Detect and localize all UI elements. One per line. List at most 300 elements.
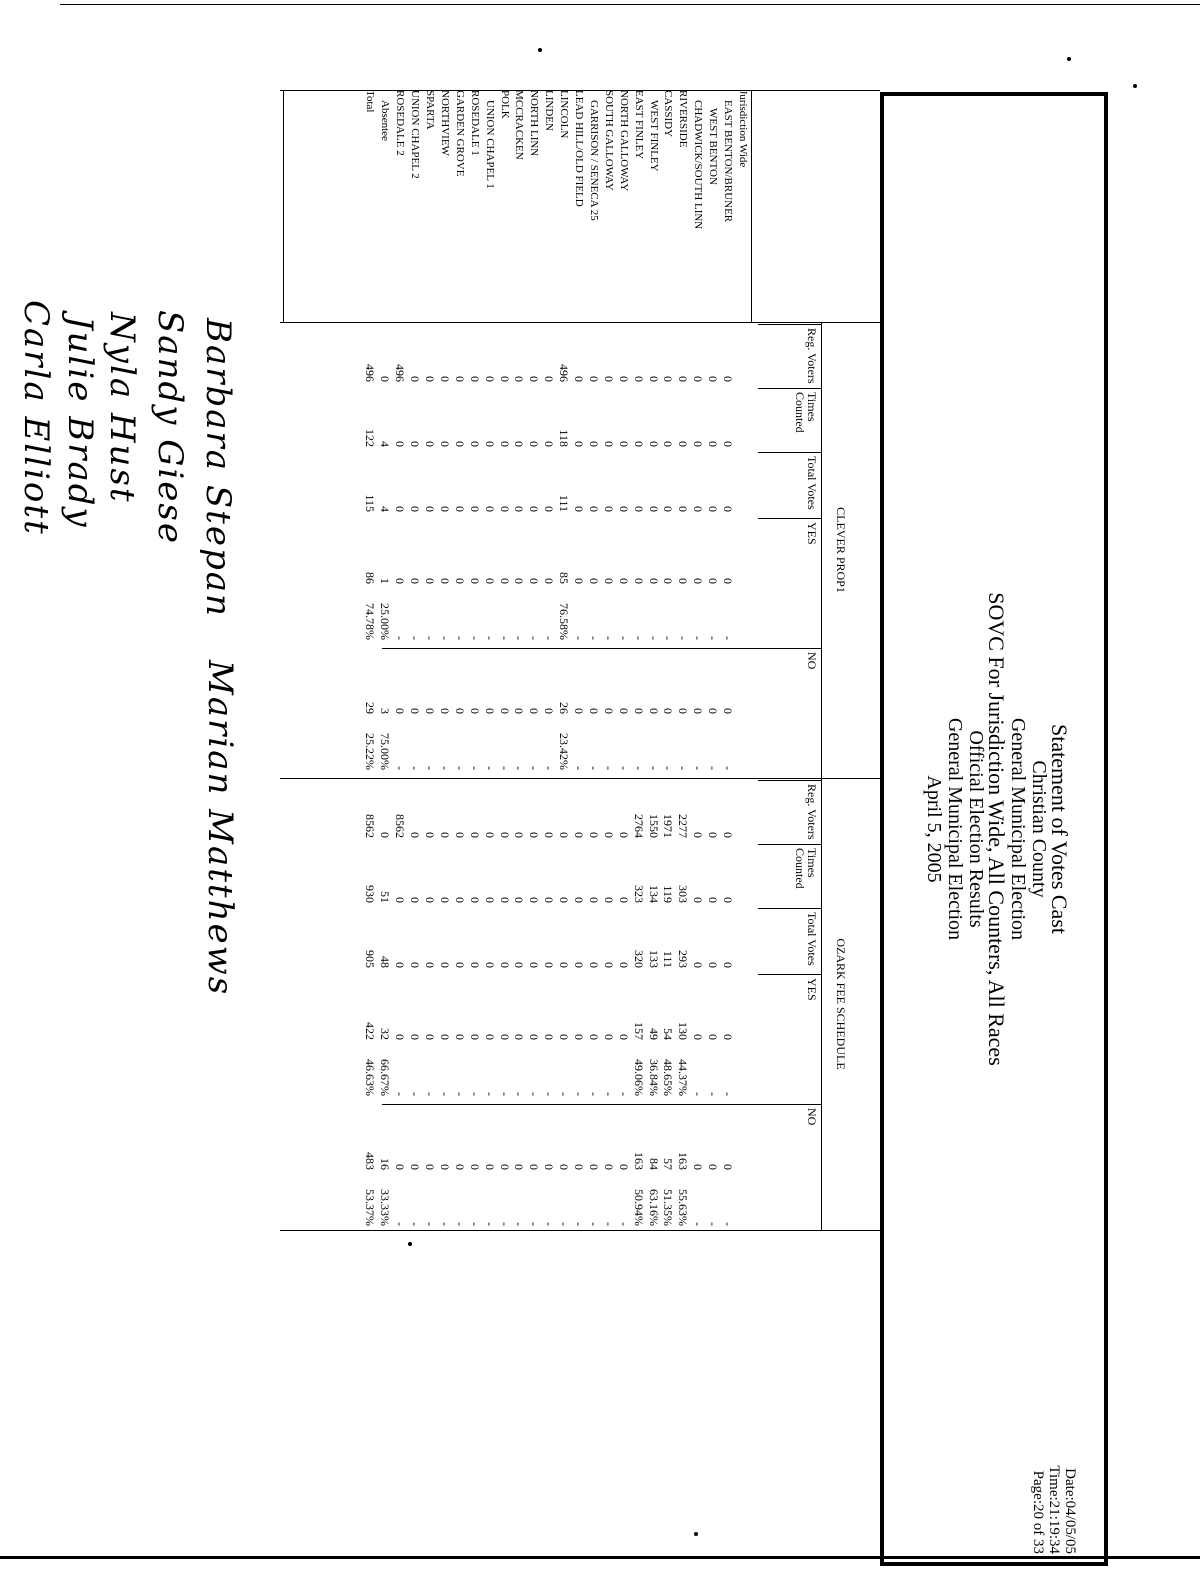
count-cell: 0 <box>616 441 631 447</box>
count-cell: 0 <box>482 897 497 903</box>
count-cell: 0 <box>467 578 482 584</box>
percent-cell: - <box>393 1092 408 1096</box>
count-cell: 0 <box>482 962 497 968</box>
column-header-divider <box>758 844 822 845</box>
count-cell: 0 <box>691 506 706 512</box>
jurisdiction-name: CASSIDY <box>662 90 675 138</box>
count-cell: 483 <box>363 1152 378 1170</box>
count-cell: 0 <box>542 1164 557 1170</box>
column-header-yes: YES <box>805 978 819 1001</box>
count-cell: 0 <box>661 376 676 382</box>
count-cell: 0 <box>646 708 661 714</box>
count-cell: 0 <box>393 897 408 903</box>
count-cell: 8562 <box>363 814 378 838</box>
count-cell: 0 <box>706 506 721 512</box>
count-cell: 0 <box>527 832 542 838</box>
percent-cell: - <box>587 1092 601 1096</box>
count-cell: 0 <box>587 441 601 447</box>
count-cell: 0 <box>497 962 512 968</box>
count-cell: 0 <box>423 441 438 447</box>
percent-cell: - <box>452 766 467 770</box>
count-cell: 0 <box>527 897 542 903</box>
percent-cell: - <box>691 766 706 770</box>
count-cell: 163 <box>631 1152 646 1170</box>
count-cell: 133 <box>646 950 661 968</box>
percent-cell: 48.65% <box>661 1059 676 1096</box>
count-cell: 0 <box>452 962 467 968</box>
count-cell: 496 <box>557 364 572 382</box>
handwritten-signature: Nyla Hust <box>102 312 142 504</box>
count-cell: 0 <box>572 578 587 584</box>
jurisdiction-name: EAST BENTON/BRUNER <box>722 100 735 223</box>
column-header-divider <box>758 908 822 909</box>
count-cell: 0 <box>616 1164 631 1170</box>
count-cell: 0 <box>482 506 497 512</box>
count-cell: 0 <box>721 962 736 968</box>
count-cell: 1550 <box>646 814 661 838</box>
count-cell: 0 <box>587 1034 601 1040</box>
percent-cell: - <box>706 1222 721 1226</box>
count-cell: 0 <box>721 441 736 447</box>
count-cell: 0 <box>408 441 423 447</box>
count-cell: 54 <box>661 1028 676 1040</box>
count-cell: 0 <box>616 832 631 838</box>
count-cell: 0 <box>646 506 661 512</box>
percent-cell: 36.84% <box>646 1059 661 1096</box>
jurisdiction-name: GARDEN GROVE <box>453 90 466 177</box>
column-header-no: NO <box>805 1108 819 1126</box>
count-cell: 0 <box>572 708 587 714</box>
jurisdiction-name: CHADWICK/SOUTH LINN <box>692 100 705 230</box>
percent-cell: - <box>601 1092 616 1096</box>
count-cell: 0 <box>691 832 706 838</box>
count-cell: 0 <box>616 1034 631 1040</box>
count-cell: 0 <box>616 578 631 584</box>
report-title: Statement of Votes Cast <box>1047 723 1072 934</box>
report-subtitle: General Municipal Election <box>1007 717 1029 941</box>
percent-cell: - <box>542 1092 557 1096</box>
count-cell: 0 <box>467 897 482 903</box>
percent-cell: 51.35% <box>661 1189 676 1226</box>
percent-cell: - <box>691 636 706 640</box>
percent-cell: - <box>467 766 482 770</box>
count-cell: 0 <box>408 962 423 968</box>
jurisdiction-name: WEST FINLEY <box>647 100 660 172</box>
column-header-total-votes: Total Votes <box>805 912 819 966</box>
percent-cell: - <box>572 1222 587 1226</box>
percent-cell: - <box>527 1222 542 1226</box>
percent-cell: - <box>438 1092 452 1096</box>
count-cell: 0 <box>601 441 616 447</box>
percent-cell: - <box>512 766 527 770</box>
report-time: Time:21:19:34 <box>1046 1465 1062 1554</box>
count-cell: 0 <box>438 708 452 714</box>
percent-cell: - <box>601 1222 616 1226</box>
count-cell: 0 <box>661 578 676 584</box>
percent-cell: - <box>438 766 452 770</box>
count-cell: 0 <box>616 897 631 903</box>
count-cell: 0 <box>482 1034 497 1040</box>
percent-cell: 49.06% <box>631 1059 646 1096</box>
count-cell: 0 <box>393 1164 408 1170</box>
report-subtitle: Christian County <box>1028 760 1050 898</box>
count-cell: 0 <box>423 578 438 584</box>
percent-cell: - <box>408 636 423 640</box>
count-cell: 905 <box>363 950 378 968</box>
percent-cell: - <box>482 1092 497 1096</box>
count-cell: 0 <box>691 376 706 382</box>
percent-cell: - <box>452 636 467 640</box>
count-cell: 0 <box>467 441 482 447</box>
scan-speck <box>1067 57 1071 61</box>
count-cell: 0 <box>438 832 452 838</box>
count-cell: 0 <box>527 1164 542 1170</box>
count-cell: 0 <box>527 708 542 714</box>
count-cell: 0 <box>423 832 438 838</box>
percent-cell: - <box>497 766 512 770</box>
count-cell: 0 <box>721 1164 736 1170</box>
count-cell: 0 <box>452 897 467 903</box>
column-header-divider <box>758 518 822 519</box>
percent-cell: 75.00% <box>378 733 393 770</box>
percent-cell: - <box>572 1092 587 1096</box>
percent-cell: - <box>542 1222 557 1226</box>
percent-cell: - <box>512 1222 527 1226</box>
count-cell: 0 <box>482 441 497 447</box>
count-cell: 0 <box>408 1034 423 1040</box>
count-cell: 0 <box>497 578 512 584</box>
report-subtitle: Official Election Results <box>965 730 987 928</box>
percent-cell: - <box>661 636 676 640</box>
count-cell: 0 <box>452 506 467 512</box>
count-cell: 930 <box>363 885 378 903</box>
count-cell: 0 <box>512 441 527 447</box>
count-cell: 0 <box>467 376 482 382</box>
count-cell: 0 <box>587 897 601 903</box>
column-header-divider <box>758 974 822 975</box>
jurisdiction-name: POLK <box>498 90 511 119</box>
count-cell: 0 <box>527 376 542 382</box>
count-cell: 0 <box>542 897 557 903</box>
count-cell: 0 <box>393 708 408 714</box>
count-cell: 0 <box>542 578 557 584</box>
count-cell: 0 <box>408 376 423 382</box>
count-cell: 0 <box>631 441 646 447</box>
percent-cell: 44.37% <box>676 1059 691 1096</box>
percent-cell: - <box>452 1092 467 1096</box>
count-cell: 0 <box>572 1034 587 1040</box>
count-cell: 0 <box>691 1034 706 1040</box>
count-cell: 0 <box>601 962 616 968</box>
percent-cell: - <box>557 1092 572 1096</box>
count-cell: 0 <box>542 1034 557 1040</box>
percent-cell: - <box>527 1092 542 1096</box>
count-cell: 4 <box>378 441 393 447</box>
scan-speck <box>538 48 542 52</box>
count-cell: 0 <box>631 376 646 382</box>
count-cell: 0 <box>691 441 706 447</box>
percent-cell: 46.63% <box>363 1059 378 1096</box>
count-cell: 0 <box>587 708 601 714</box>
no-section-divider <box>382 1104 822 1105</box>
count-cell: 0 <box>587 962 601 968</box>
count-cell: 0 <box>467 1034 482 1040</box>
count-cell: 0 <box>646 376 661 382</box>
count-cell: 0 <box>601 832 616 838</box>
count-cell: 0 <box>423 962 438 968</box>
count-cell: 0 <box>676 708 691 714</box>
count-cell: 29 <box>363 702 378 714</box>
count-cell: 0 <box>587 832 601 838</box>
percent-cell: - <box>393 766 408 770</box>
count-cell: 0 <box>601 1164 616 1170</box>
count-cell: 0 <box>721 578 736 584</box>
column-header-rule <box>821 322 822 778</box>
count-cell: 0 <box>512 708 527 714</box>
count-cell: 0 <box>676 578 691 584</box>
percent-cell: - <box>393 636 408 640</box>
count-cell: 0 <box>542 506 557 512</box>
percent-cell: - <box>691 1222 706 1226</box>
column-header-total-votes: Total Votes <box>805 456 819 510</box>
no-section-divider <box>382 648 822 649</box>
count-cell: 0 <box>423 1164 438 1170</box>
count-cell: 0 <box>438 506 452 512</box>
race-divider <box>280 1230 880 1231</box>
jurisdiction-name: SOUTH GALLOWAY <box>602 90 615 191</box>
column-header-reg-voters: Reg. Voters <box>805 784 819 840</box>
column-header-divider <box>758 452 822 453</box>
jurisdiction-name: UNION CHAPEL 1 <box>483 100 496 189</box>
percent-cell: - <box>587 636 601 640</box>
count-cell: 496 <box>363 364 378 382</box>
count-cell: 323 <box>631 885 646 903</box>
count-cell: 86 <box>363 572 378 584</box>
jurisdiction-name: EAST FINLEY <box>632 90 645 160</box>
percent-cell: 25.00% <box>378 603 393 640</box>
count-cell: 0 <box>423 376 438 382</box>
percent-cell: - <box>527 636 542 640</box>
percent-cell: - <box>423 1092 438 1096</box>
count-cell: 0 <box>706 708 721 714</box>
count-cell: 0 <box>661 506 676 512</box>
percent-cell: 55.63% <box>676 1189 691 1226</box>
percent-cell: - <box>646 636 661 640</box>
percent-cell: - <box>706 766 721 770</box>
percent-cell: - <box>572 766 587 770</box>
count-cell: 0 <box>557 1164 572 1170</box>
count-cell: 0 <box>646 441 661 447</box>
percent-cell: - <box>467 1222 482 1226</box>
count-cell: 0 <box>676 376 691 382</box>
jurisdiction-name: LINCOLN <box>558 90 571 139</box>
percent-cell: - <box>482 766 497 770</box>
percent-cell: - <box>527 766 542 770</box>
count-cell: 0 <box>512 832 527 838</box>
jurisdiction-name: Absentee <box>379 100 392 141</box>
count-cell: 0 <box>557 832 572 838</box>
count-cell: 0 <box>482 708 497 714</box>
jurisdiction-name: LINDEN <box>543 90 556 131</box>
count-cell: 0 <box>452 376 467 382</box>
count-cell: 0 <box>661 441 676 447</box>
count-cell: 0 <box>497 832 512 838</box>
jurisdiction-name: GARRISON / SENECA 25 <box>588 100 600 221</box>
count-cell: 0 <box>527 1034 542 1040</box>
count-cell: 0 <box>452 832 467 838</box>
percent-cell: - <box>452 1222 467 1226</box>
count-cell: 119 <box>661 885 676 903</box>
count-cell: 0 <box>691 708 706 714</box>
jurisdiction-name: Total <box>364 90 377 113</box>
count-cell: 118 <box>557 429 572 447</box>
column-header-yes: YES <box>805 522 819 545</box>
count-cell: 122 <box>363 429 378 447</box>
count-cell: 0 <box>601 578 616 584</box>
count-cell: 48 <box>378 956 393 968</box>
percent-cell: - <box>587 766 601 770</box>
percent-cell: - <box>721 1222 736 1226</box>
percent-cell: - <box>706 1092 721 1096</box>
count-cell: 0 <box>557 962 572 968</box>
percent-cell: 23.42% <box>557 733 572 770</box>
report-meta <box>1030 1465 1078 1554</box>
percent-cell: - <box>721 766 736 770</box>
count-cell: 0 <box>646 578 661 584</box>
count-cell: 0 <box>557 897 572 903</box>
count-cell: 0 <box>452 1164 467 1170</box>
count-cell: 16 <box>378 1158 393 1170</box>
count-cell: 0 <box>438 376 452 382</box>
count-cell: 2277 <box>676 814 691 838</box>
handwritten-signature: Carla Elliott <box>16 300 56 536</box>
count-cell: 0 <box>408 832 423 838</box>
percent-cell: - <box>646 766 661 770</box>
count-cell: 0 <box>497 441 512 447</box>
percent-cell: - <box>631 766 646 770</box>
report-subtitle: General Municipal Election <box>944 717 966 941</box>
count-cell: 0 <box>497 897 512 903</box>
report-sheet <box>280 90 1110 1570</box>
count-cell: 0 <box>706 1034 721 1040</box>
percent-cell: - <box>661 766 676 770</box>
column-header-times-counted: Times Counted <box>793 848 819 889</box>
percent-cell: - <box>497 636 512 640</box>
count-cell: 0 <box>691 1164 706 1170</box>
count-cell: 0 <box>572 962 587 968</box>
count-cell: 0 <box>512 1164 527 1170</box>
percent-cell: - <box>482 636 497 640</box>
count-cell: 0 <box>601 708 616 714</box>
percent-cell: - <box>676 636 691 640</box>
count-cell: 0 <box>393 578 408 584</box>
percent-cell: - <box>542 636 557 640</box>
count-cell: 0 <box>631 708 646 714</box>
column-header-reg-voters: Reg. Voters <box>805 328 819 384</box>
count-cell: 1 <box>378 578 393 584</box>
count-cell: 0 <box>378 376 393 382</box>
count-cell: 0 <box>467 708 482 714</box>
count-cell: 0 <box>408 897 423 903</box>
count-cell: 0 <box>482 376 497 382</box>
percent-cell: - <box>721 1092 736 1096</box>
count-cell: 0 <box>482 578 497 584</box>
count-cell: 0 <box>467 962 482 968</box>
count-cell: 0 <box>512 897 527 903</box>
count-cell: 0 <box>438 578 452 584</box>
count-cell: 0 <box>482 832 497 838</box>
count-cell: 0 <box>706 376 721 382</box>
count-cell: 0 <box>691 578 706 584</box>
percent-cell: - <box>616 1222 631 1226</box>
count-cell: 0 <box>616 506 631 512</box>
count-cell: 0 <box>378 832 393 838</box>
count-cell: 85 <box>557 572 572 584</box>
count-cell: 0 <box>452 441 467 447</box>
count-cell: 4 <box>378 506 393 512</box>
report-date: Date:04/05/05 <box>1062 1468 1078 1554</box>
count-cell: 84 <box>646 1158 661 1170</box>
percent-cell: - <box>557 1222 572 1226</box>
percent-cell: 66.67% <box>378 1059 393 1096</box>
count-cell: 0 <box>542 376 557 382</box>
percent-cell: - <box>542 766 557 770</box>
percent-cell: - <box>482 1222 497 1226</box>
count-cell: 0 <box>676 441 691 447</box>
percent-cell: - <box>616 1092 631 1096</box>
percent-cell: - <box>408 766 423 770</box>
count-cell: 0 <box>616 962 631 968</box>
count-cell: 0 <box>661 708 676 714</box>
count-cell: 57 <box>661 1158 676 1170</box>
count-cell: 0 <box>393 1034 408 1040</box>
count-cell: 111 <box>557 494 572 512</box>
count-cell: 0 <box>497 1164 512 1170</box>
jurisdiction-name: WEST BENTON <box>707 108 720 185</box>
handwritten-signature: Sandy Giese <box>150 310 190 545</box>
percent-cell: - <box>512 1092 527 1096</box>
count-cell: 0 <box>721 708 736 714</box>
count-cell: 0 <box>706 962 721 968</box>
jurisdiction-name: MCCRACKEN <box>513 90 526 160</box>
report-header-box <box>880 92 1108 1566</box>
count-cell: 0 <box>706 1164 721 1170</box>
percent-cell: - <box>631 636 646 640</box>
count-cell: 0 <box>676 506 691 512</box>
report-titles <box>923 96 1070 1562</box>
jurisdiction-name: LEAD HILL/OLD FIELD <box>573 90 586 207</box>
column-header-divider <box>758 780 822 781</box>
count-cell: 0 <box>497 506 512 512</box>
jurisdiction-name: ROSEDALE 1 <box>468 90 481 156</box>
count-cell: 0 <box>438 1164 452 1170</box>
percent-cell: - <box>423 636 438 640</box>
percent-cell: - <box>616 636 631 640</box>
percent-cell: - <box>438 636 452 640</box>
handwritten-signature: Barbara Stepan <box>198 318 238 618</box>
count-cell: 0 <box>572 376 587 382</box>
jurisdiction-name: NORTHVIEW <box>439 90 451 156</box>
count-cell: 49 <box>646 1028 661 1040</box>
race-title: OZARK FEE SCHEDULE <box>834 938 848 1070</box>
count-cell: 0 <box>616 708 631 714</box>
count-cell: 0 <box>497 1034 512 1040</box>
percent-cell: 63.16% <box>646 1189 661 1226</box>
count-cell: 0 <box>706 441 721 447</box>
count-cell: 0 <box>721 376 736 382</box>
percent-cell: - <box>467 636 482 640</box>
percent-cell: - <box>467 1092 482 1096</box>
